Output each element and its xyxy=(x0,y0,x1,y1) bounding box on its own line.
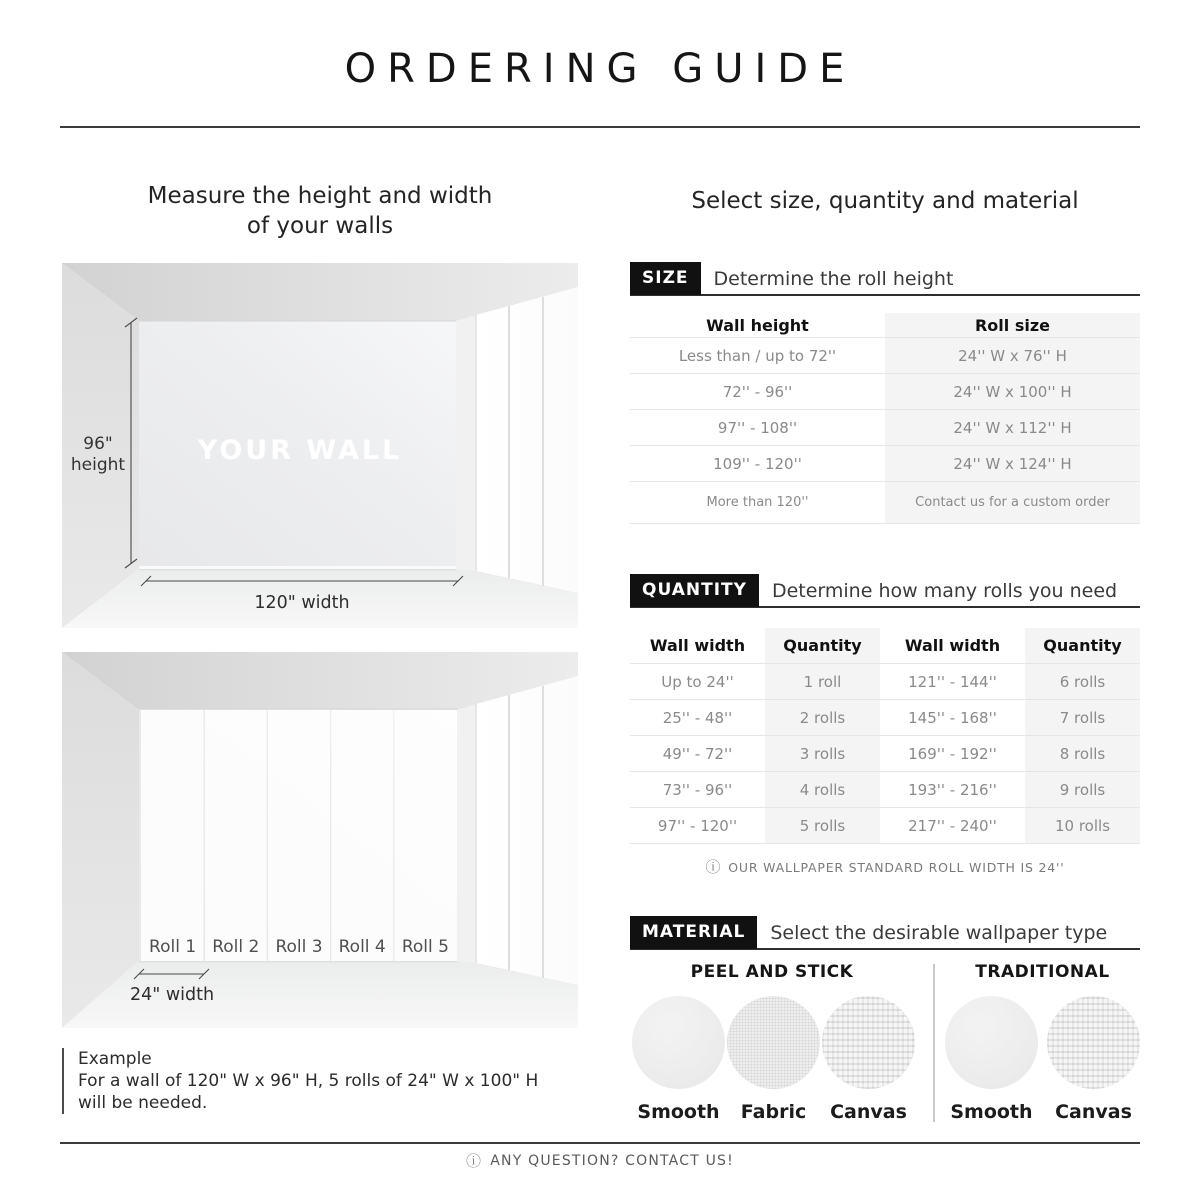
material-group-traditional xyxy=(945,962,1140,1123)
example-line1: For a wall of 120" W x 96" H, 5 rolls of 24" W x 100" H xyxy=(78,1071,539,1091)
size-table-header-row xyxy=(630,313,1140,338)
quantity-badge: QUANTITY xyxy=(630,574,759,607)
size-section xyxy=(630,263,1140,524)
swatch-canvas xyxy=(822,996,915,1123)
swatch-row xyxy=(945,996,1140,1123)
size-table-row xyxy=(630,338,1140,374)
qty-col-header: Quantity xyxy=(765,628,880,664)
swatch-smooth xyxy=(632,996,725,1123)
swatch-label: Fabric xyxy=(740,1101,807,1123)
roll-width-note xyxy=(630,860,1140,875)
roll-size-cell: 24'' W x 112'' H xyxy=(885,410,1140,446)
qty-col-header: Wall width xyxy=(880,628,1025,664)
size-table-row xyxy=(630,374,1140,410)
smooth-texture-swatch xyxy=(632,996,725,1089)
footer-contact-text: ANY QUESTION? CONTACT US! xyxy=(490,1153,734,1169)
title-divider xyxy=(60,126,1140,128)
material-group-title: PEEL AND STICK xyxy=(690,962,854,982)
smooth-texture-swatch xyxy=(945,996,1038,1089)
measure-column xyxy=(62,170,578,1113)
quantity-cell: 1 roll xyxy=(765,664,880,700)
size-table-row xyxy=(630,446,1140,482)
window-pier xyxy=(457,704,476,963)
page-title: ORDERING GUIDE xyxy=(344,46,856,92)
info-icon: ⓘ xyxy=(705,858,722,876)
size-col-header: Roll size xyxy=(885,313,1140,338)
swatch-row xyxy=(630,996,914,1123)
wall-height-cell: Less than / up to 72'' xyxy=(630,338,885,374)
swatch-label: Smooth xyxy=(637,1101,720,1123)
roll-size-cell: Contact us for a custom order xyxy=(885,482,1140,524)
quantity-table-row xyxy=(630,736,1140,772)
wall-width-cell: 217'' - 240'' xyxy=(880,808,1025,844)
material-section-header xyxy=(630,917,1140,950)
canvas-texture-swatch xyxy=(1047,996,1140,1089)
quantity-cell: 10 rolls xyxy=(1025,808,1140,844)
quantity-table-row xyxy=(630,808,1140,844)
size-badge: SIZE xyxy=(630,262,701,295)
footer-divider xyxy=(60,1142,1140,1144)
wall-height-cell: 109'' - 120'' xyxy=(630,446,885,482)
canvas-texture-swatch xyxy=(822,996,915,1089)
wall-width-cell: 169'' - 192'' xyxy=(880,736,1025,772)
measure-heading-line2: of your walls xyxy=(246,213,394,239)
room-illustration-rolls xyxy=(62,652,578,1028)
quantity-cell: 3 rolls xyxy=(765,736,880,772)
wall-width-cell: 49'' - 72'' xyxy=(630,736,765,772)
quantity-cell: 8 rolls xyxy=(1025,736,1140,772)
quantity-table-row xyxy=(630,772,1140,808)
roll-label-4: Roll 4 xyxy=(338,937,386,957)
material-group-title: TRADITIONAL xyxy=(975,962,1110,982)
roll-size-cell: 24'' W x 100'' H xyxy=(885,374,1140,410)
quantity-table-row xyxy=(630,700,1140,736)
swatch-label: Canvas xyxy=(830,1101,907,1123)
fabric-texture-swatch xyxy=(727,996,820,1089)
qty-col-header: Quantity xyxy=(1025,628,1140,664)
quantity-table xyxy=(630,628,1140,844)
size-table-row xyxy=(630,410,1140,446)
select-column xyxy=(630,170,1140,1123)
room-illustration-your-wall xyxy=(62,263,578,628)
select-heading: Select size, quantity and material xyxy=(691,188,1079,214)
example-block xyxy=(62,1048,538,1114)
info-icon: ⓘ xyxy=(466,1151,483,1170)
quantity-cell: 6 rolls xyxy=(1025,664,1140,700)
roll-width-note-text: OUR WALLPAPER STANDARD ROLL WIDTH IS 24'' xyxy=(728,860,1065,875)
wall-width-cell: 193'' - 216'' xyxy=(880,772,1025,808)
size-section-header xyxy=(630,263,1140,296)
roll-size-cell: 24'' W x 124'' H xyxy=(885,446,1140,482)
wall-width-cell: 97'' - 120'' xyxy=(630,808,765,844)
wall-width-cell: Up to 24'' xyxy=(630,664,765,700)
material-section xyxy=(630,917,1140,1123)
measure-heading-line1: Measure the height and width xyxy=(147,183,493,209)
size-col-header: Wall height xyxy=(630,313,885,338)
footer-contact xyxy=(0,1153,1200,1169)
quantity-section-header xyxy=(630,575,1140,608)
material-subtitle: Select the desirable wallpaper type xyxy=(770,921,1108,944)
size-subtitle: Determine the roll height xyxy=(713,267,954,290)
quantity-section xyxy=(630,575,1140,875)
swatch-fabric xyxy=(727,996,820,1123)
window-glass xyxy=(476,676,578,985)
wall-width-cell: 145'' - 168'' xyxy=(880,700,1025,736)
quantity-table-row xyxy=(630,664,1140,700)
quantity-cell: 4 rolls xyxy=(765,772,880,808)
swatch-label: Smooth xyxy=(950,1101,1033,1123)
width-value-label: 120" width xyxy=(254,593,350,613)
window-glass xyxy=(476,287,578,593)
wall-height-cell: More than 120'' xyxy=(630,482,885,524)
size-table xyxy=(630,313,1140,524)
size-table-row xyxy=(630,482,1140,524)
window-pier xyxy=(456,315,476,571)
your-wall-label: YOUR WALL xyxy=(197,435,403,466)
quantity-cell: 9 rolls xyxy=(1025,772,1140,808)
material-badge: MATERIAL xyxy=(630,916,757,949)
material-group-peel-and-stick xyxy=(630,962,914,1123)
wall-width-cell: 121'' - 144'' xyxy=(880,664,1025,700)
material-groups xyxy=(630,962,1140,1123)
swatch-label: Canvas xyxy=(1055,1101,1132,1123)
roll-label-5: Roll 5 xyxy=(401,937,449,957)
roll-label-1: Roll 1 xyxy=(149,937,197,957)
quantity-cell: 2 rolls xyxy=(765,700,880,736)
qty-col-header: Wall width xyxy=(630,628,765,664)
wall-height-cell: 97'' - 108'' xyxy=(630,410,885,446)
height-value-label: 96" xyxy=(83,434,113,454)
quantity-cell: 5 rolls xyxy=(765,808,880,844)
example-line2: will be needed. xyxy=(78,1093,208,1113)
swatch-smooth xyxy=(945,996,1038,1123)
measure-heading xyxy=(62,181,578,241)
roll-size-cell: 24'' W x 76'' H xyxy=(885,338,1140,374)
wall-width-cell: 25'' - 48'' xyxy=(630,700,765,736)
height-word-label: height xyxy=(70,455,126,475)
example-title: Example xyxy=(78,1049,152,1069)
panel-light-overlay xyxy=(141,710,457,961)
wall-height-cell: 72'' - 96'' xyxy=(630,374,885,410)
material-group-divider xyxy=(933,964,935,1122)
wall-width-cell: 73'' - 96'' xyxy=(630,772,765,808)
swatch-canvas xyxy=(1047,996,1140,1123)
quantity-cell: 7 rolls xyxy=(1025,700,1140,736)
quantity-table-header-row xyxy=(630,628,1140,664)
roll-width-label: 24" width xyxy=(129,985,215,1005)
quantity-subtitle: Determine how many rolls you need xyxy=(771,579,1118,602)
roll-label-2: Roll 2 xyxy=(212,937,260,957)
roll-label-3: Roll 3 xyxy=(275,937,323,957)
